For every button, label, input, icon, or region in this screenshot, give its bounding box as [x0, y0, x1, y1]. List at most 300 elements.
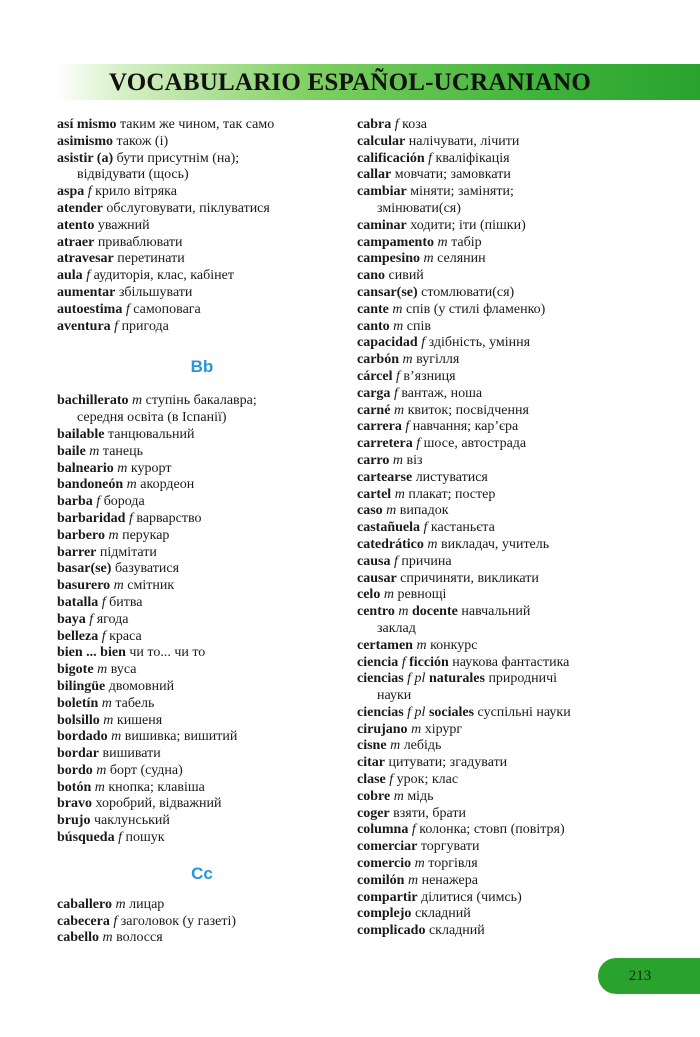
- translation-continued: середня освіта (в Іспанії): [77, 410, 227, 426]
- section-letter-b: Bb: [190, 357, 214, 377]
- gender-marker: m: [423, 251, 434, 267]
- dictionary-entry: [57, 268, 347, 285]
- translation: аудиторія, клас, кабінет: [90, 268, 234, 284]
- headword: causa: [357, 553, 391, 569]
- translation: пригода: [118, 318, 169, 334]
- headword: bordo: [57, 762, 93, 778]
- gender-marker: m: [132, 393, 143, 409]
- gender-marker: m: [97, 662, 108, 678]
- dictionary-entry: [57, 184, 347, 201]
- dictionary-entry: [57, 151, 347, 185]
- dictionary-entry: [357, 151, 657, 168]
- dictionary-entry: [57, 713, 347, 730]
- translation: навчання; кар’єра: [409, 419, 519, 435]
- translation: базуватися: [111, 561, 180, 577]
- dictionary-entry: [357, 571, 657, 588]
- gender-marker: f: [405, 419, 410, 435]
- translation: лицар: [125, 896, 165, 912]
- headword-part: sociales: [425, 704, 475, 720]
- headword: bordado: [57, 729, 108, 745]
- translation: ревнощі: [393, 587, 447, 603]
- headword: atender: [57, 200, 103, 216]
- dictionary-entry: [357, 839, 657, 856]
- headword: aventura: [57, 318, 111, 334]
- dictionary-entry: [357, 554, 657, 571]
- headword: basurero: [57, 578, 111, 594]
- translation: смітник: [123, 578, 175, 594]
- gender-marker: f: [113, 913, 118, 929]
- translation: здібність, уміння: [425, 335, 531, 351]
- dictionary-entry: [357, 218, 657, 235]
- headword: comercio: [357, 856, 412, 872]
- dictionary-entry: [57, 461, 347, 478]
- translation: стомлювати(ся): [417, 284, 515, 300]
- gender-marker: f: [393, 385, 398, 401]
- dictionary-entry: [57, 218, 347, 235]
- translation: краса: [105, 628, 142, 644]
- headword: causar: [357, 570, 397, 586]
- headword: bien ... bien: [57, 645, 126, 661]
- gender-marker: f pl: [407, 671, 426, 687]
- gender-marker: f: [394, 117, 399, 132]
- gender-marker: m: [427, 536, 438, 552]
- headword: centro: [357, 604, 395, 620]
- translation: кишеня: [113, 712, 163, 728]
- headword: complicado: [357, 923, 426, 939]
- dictionary-entry: [357, 386, 657, 403]
- translation: бути присутнім (на);: [113, 150, 240, 166]
- dictionary-entry: [57, 796, 347, 813]
- translation: коза: [398, 117, 427, 132]
- translation: таким же чином, так само: [116, 117, 275, 132]
- gender-marker: m: [414, 856, 425, 872]
- gender-marker: f: [428, 150, 433, 166]
- gender-marker: f: [96, 494, 101, 510]
- headword: capacidad: [357, 335, 418, 351]
- dictionary-entry: [357, 419, 657, 436]
- translation: перукар: [118, 527, 170, 543]
- translation: ступінь бакалавра;: [142, 393, 257, 409]
- gender-marker: f: [128, 510, 133, 526]
- translation: урок; клас: [393, 772, 459, 788]
- gender-marker: f: [389, 772, 394, 788]
- headword: autoestima: [57, 301, 123, 317]
- translation: мовчати; замовкати: [391, 167, 511, 183]
- translation: хірург: [421, 721, 463, 737]
- translation: підмітати: [96, 544, 157, 560]
- gender-marker: m: [96, 762, 107, 778]
- translation: самоповага: [129, 301, 201, 317]
- dictionary-entry: [357, 453, 657, 470]
- translation: табель: [111, 695, 155, 711]
- headword: aumentar: [57, 284, 116, 300]
- headword: atraer: [57, 234, 95, 250]
- headword: atravesar: [57, 251, 114, 267]
- gender-marker: f: [101, 594, 106, 610]
- headword: baya: [57, 611, 86, 627]
- headword: bachillerato: [57, 393, 129, 409]
- gender-marker: m: [394, 486, 405, 502]
- translation: плакат; постер: [404, 486, 496, 502]
- translation: збільшувати: [115, 284, 193, 300]
- translation: чаклунський: [90, 813, 170, 829]
- dictionary-entry: [357, 369, 657, 386]
- headword: belleza: [57, 628, 99, 644]
- headword-part: ficción: [405, 654, 449, 670]
- translation: шосе, автострада: [420, 436, 527, 452]
- translation: табір: [447, 234, 482, 250]
- headword: balneario: [57, 460, 114, 476]
- translation-continued: відвідувати (щось): [77, 167, 189, 183]
- headword: cartel: [357, 486, 392, 502]
- gender-marker: m: [407, 872, 419, 888]
- dictionary-entry: [357, 235, 657, 252]
- dictionary-entry: [357, 134, 657, 151]
- headword: carné: [357, 402, 391, 418]
- gender-marker: f: [396, 368, 400, 384]
- gender-marker: f: [416, 436, 421, 452]
- dictionary-entry: [57, 746, 347, 763]
- dictionary-entry: [57, 494, 347, 511]
- section-letter-c: Cc: [191, 863, 213, 883]
- headword: carga: [357, 385, 391, 401]
- gender-marker: m: [392, 301, 403, 317]
- translation: вуса: [107, 662, 137, 678]
- translation: в’язниця: [399, 368, 456, 384]
- dictionary-entry: [57, 645, 347, 662]
- dictionary-entry: [357, 487, 657, 504]
- headword: barbaridad: [57, 510, 126, 526]
- dictionary-entry: [357, 772, 657, 789]
- translation: хоробрий, відважний: [92, 796, 222, 812]
- dictionary-entry: [357, 638, 657, 655]
- translation: спричиняти, викликати: [396, 570, 539, 586]
- dictionary-entry: [357, 268, 657, 285]
- dictionary-entry: [57, 696, 347, 713]
- headword: calificación: [357, 150, 425, 166]
- right-column: [357, 117, 657, 940]
- headword: cirujano: [357, 721, 408, 737]
- gender-marker: f: [393, 553, 398, 569]
- headword: bigote: [57, 662, 94, 678]
- translation: двомовний: [105, 678, 175, 694]
- headword: campamento: [357, 234, 434, 250]
- dictionary-entry: [357, 906, 657, 923]
- headword: cante: [357, 301, 389, 317]
- headword: cisne: [357, 738, 387, 754]
- dictionary-entry: [357, 705, 657, 722]
- translation: віз: [403, 452, 423, 468]
- headword: bandoneón: [57, 477, 124, 493]
- entries-c: [57, 897, 347, 947]
- translation: листуватися: [412, 469, 488, 485]
- dictionary-entry: [357, 302, 657, 319]
- translation: волосся: [112, 930, 163, 946]
- translation: уважний: [94, 217, 150, 233]
- gender-marker: f: [411, 822, 416, 838]
- dictionary-entry: [357, 537, 657, 554]
- headword: carbón: [357, 352, 399, 368]
- translation: обслуговувати, піклуватися: [102, 200, 270, 216]
- dictionary-entry: [57, 477, 347, 494]
- dictionary-entry: [357, 352, 657, 369]
- translation: налічувати, лічити: [405, 133, 520, 149]
- translation: колонка; стовп (повітря): [415, 822, 565, 838]
- dictionary-entry: [357, 251, 657, 268]
- translation: кастаньєта: [427, 520, 495, 536]
- translation: ягода: [93, 611, 129, 627]
- dictionary-entry: [57, 511, 347, 528]
- dictionary-entry: [57, 679, 347, 696]
- gender-marker: m: [393, 402, 405, 418]
- dictionary-entry: [57, 763, 347, 780]
- dictionary-entry: [357, 319, 657, 336]
- gender-marker: m: [111, 729, 122, 745]
- translation: вишивка; вишитий: [121, 729, 238, 745]
- translation: навчальний: [457, 604, 531, 620]
- dictionary-entry: [357, 117, 657, 134]
- headword: ciencias: [357, 704, 404, 720]
- translation: приваблювати: [94, 234, 183, 250]
- gender-marker: m: [416, 637, 427, 653]
- dictionary-entry: [57, 612, 347, 629]
- headword: aspa: [57, 184, 85, 200]
- headword: bolsillo: [57, 712, 100, 728]
- gender-marker: m: [113, 578, 124, 594]
- translation: наукова фантастика: [448, 654, 570, 670]
- dictionary-entry: [357, 671, 657, 705]
- dictionary-entry: [357, 738, 657, 755]
- headword: batalla: [57, 594, 99, 610]
- gender-marker: m: [383, 587, 394, 603]
- dictionary-entry: [57, 235, 347, 252]
- headword: boletín: [57, 695, 99, 711]
- gender-marker: m: [393, 318, 404, 334]
- translation: спів: [403, 318, 432, 334]
- translation: суспільні науки: [474, 704, 571, 720]
- dictionary-entry: [57, 629, 347, 646]
- dictionary-entry: [57, 302, 347, 319]
- translation: природничі: [484, 671, 558, 687]
- dictionary-entry: [357, 604, 657, 638]
- gender-marker: f pl: [407, 704, 426, 720]
- headword: asimismo: [57, 133, 113, 149]
- headword: cárcel: [357, 368, 393, 384]
- gender-marker: m: [115, 896, 126, 912]
- headword: caso: [357, 503, 383, 519]
- gender-marker: f: [401, 654, 406, 670]
- dictionary-entry: [57, 201, 347, 218]
- translation: міняти; заміняти;: [406, 184, 514, 200]
- left-column: [57, 117, 347, 947]
- headword: cartearse: [357, 469, 413, 485]
- headword: cobre: [357, 788, 391, 804]
- gender-marker: m: [94, 779, 105, 795]
- headword: cabra: [357, 117, 392, 132]
- gender-marker: f: [101, 628, 106, 644]
- translation: спів (у стилі фламенко): [402, 301, 546, 317]
- translation: заголовок (у газеті): [117, 913, 237, 929]
- headword: carretera: [357, 436, 413, 452]
- dictionary-entry: [57, 595, 347, 612]
- headword: bordar: [57, 746, 99, 762]
- dictionary-entry: [57, 930, 347, 947]
- headword: cabello: [57, 930, 99, 946]
- translation: сивий: [385, 268, 424, 284]
- gender-marker: m: [126, 477, 137, 493]
- headword: botón: [57, 779, 92, 795]
- headword: cano: [357, 268, 385, 284]
- headword: cansar(se): [357, 284, 418, 300]
- headword: comilón: [357, 872, 405, 888]
- dictionary-entry: [57, 117, 347, 134]
- dictionary-entry: [57, 780, 347, 797]
- headword: baile: [57, 443, 86, 459]
- dictionary-entry: [57, 813, 347, 830]
- dictionary-entry: [57, 662, 347, 679]
- headword: así mismo: [57, 117, 117, 132]
- headword: citar: [357, 755, 385, 771]
- gender-marker: f: [86, 268, 91, 284]
- dictionary-entry: [357, 470, 657, 487]
- translation: лебідь: [400, 738, 442, 754]
- gender-marker: f: [423, 520, 428, 536]
- dictionary-entry: [57, 914, 347, 931]
- translation: випадок: [396, 503, 449, 519]
- translation: борода: [100, 494, 145, 510]
- dictionary-entry: [357, 167, 657, 184]
- dictionary-entry: [57, 897, 347, 914]
- dictionary-entry: [57, 427, 347, 444]
- headword: búsqueda: [57, 830, 115, 846]
- gender-marker: f: [421, 335, 426, 351]
- gender-marker: f: [114, 318, 119, 334]
- headword: aula: [57, 268, 83, 284]
- dictionary-entry: [57, 528, 347, 545]
- headword-part: docente: [408, 604, 458, 620]
- dictionary-entry: [357, 403, 657, 420]
- headword: complejo: [357, 906, 412, 922]
- translation: цитувати; згадувати: [384, 755, 508, 771]
- translation: крило вітряка: [91, 184, 177, 200]
- translation: складний: [411, 906, 471, 922]
- gender-marker: m: [398, 604, 409, 620]
- dictionary-entry: [57, 729, 347, 746]
- translation: селянин: [433, 251, 486, 267]
- translation: кнопка; клавіша: [104, 779, 205, 795]
- headword: atento: [57, 217, 95, 233]
- translation-continued: заклад: [377, 620, 416, 636]
- translation: причина: [397, 553, 452, 569]
- translation: квиток; посвідчення: [404, 402, 529, 418]
- dictionary-entry: [357, 520, 657, 537]
- headword: catedrático: [357, 536, 424, 552]
- headword: barba: [57, 494, 93, 510]
- translation: торгівля: [424, 856, 478, 872]
- headword: ciencia: [357, 654, 399, 670]
- entries-c-continued: [357, 117, 657, 940]
- translation-continued: науки: [377, 688, 412, 704]
- translation-continued: змінювати(ся): [377, 200, 461, 216]
- headword: barrer: [57, 544, 97, 560]
- translation: також (і): [113, 133, 169, 149]
- translation: торгувати: [417, 839, 480, 855]
- dictionary-entry: [357, 806, 657, 823]
- dictionary-entry: [57, 251, 347, 268]
- headword: campesino: [357, 251, 420, 267]
- gender-marker: m: [393, 788, 404, 804]
- translation: чи то... чи то: [125, 645, 206, 661]
- headword: castañuela: [357, 520, 420, 536]
- translation: битва: [105, 594, 143, 610]
- dictionary-entry: [357, 873, 657, 890]
- dictionary-entry: [357, 285, 657, 302]
- headword: bravo: [57, 796, 92, 812]
- gender-marker: m: [386, 503, 397, 519]
- gender-marker: m: [89, 443, 100, 459]
- headword: comerciar: [357, 839, 418, 855]
- headword: clase: [357, 772, 386, 788]
- gender-marker: m: [437, 234, 448, 250]
- page-number: 213: [628, 968, 652, 984]
- dictionary-entry: [57, 545, 347, 562]
- gender-marker: m: [117, 460, 128, 476]
- gender-marker: f: [125, 301, 130, 317]
- translation: взяти, брати: [389, 805, 466, 821]
- gender-marker: m: [101, 695, 112, 711]
- translation: перетинати: [113, 251, 185, 267]
- gender-marker: m: [392, 452, 404, 468]
- translation: варварство: [132, 510, 202, 526]
- entries-a: [57, 117, 347, 335]
- dictionary-entry: [357, 923, 657, 940]
- headword: columna: [357, 822, 409, 838]
- dictionary-entry: [357, 587, 657, 604]
- headword: certamen: [357, 637, 413, 653]
- headword: bailable: [57, 426, 105, 442]
- dictionary-entry: [357, 722, 657, 739]
- translation: акордеон: [136, 477, 195, 493]
- headword: calcular: [357, 133, 406, 149]
- translation: ходити; іти (пішки): [406, 217, 526, 233]
- dictionary-entry: [57, 578, 347, 595]
- translation: борт (судна): [106, 762, 183, 778]
- headword: celo: [357, 587, 381, 603]
- dictionary-entry: [57, 393, 347, 427]
- headword: canto: [357, 318, 390, 334]
- dictionary-entry: [357, 755, 657, 772]
- gender-marker: m: [402, 352, 413, 368]
- gender-marker: m: [103, 712, 114, 728]
- dictionary-entry: [57, 319, 347, 336]
- translation: ділитися (чимсь): [417, 889, 522, 905]
- translation: кваліфікація: [432, 150, 510, 166]
- dictionary-entry: [357, 890, 657, 907]
- dictionary-entry: [357, 655, 657, 672]
- headword: compartir: [357, 889, 418, 905]
- dictionary-entry: [57, 134, 347, 151]
- page-title: VOCABULARIO ESPAÑOL-UCRANIANO: [109, 69, 591, 96]
- headword: barbero: [57, 527, 105, 543]
- headword: brujo: [57, 813, 91, 829]
- headword: carro: [357, 452, 390, 468]
- dictionary-entry: [57, 830, 347, 847]
- translation: вантаж, ноша: [397, 385, 483, 401]
- dictionary-entry: [57, 444, 347, 461]
- dictionary-entry: [357, 503, 657, 520]
- translation: ненажера: [418, 872, 478, 888]
- dictionary-entry: [57, 285, 347, 302]
